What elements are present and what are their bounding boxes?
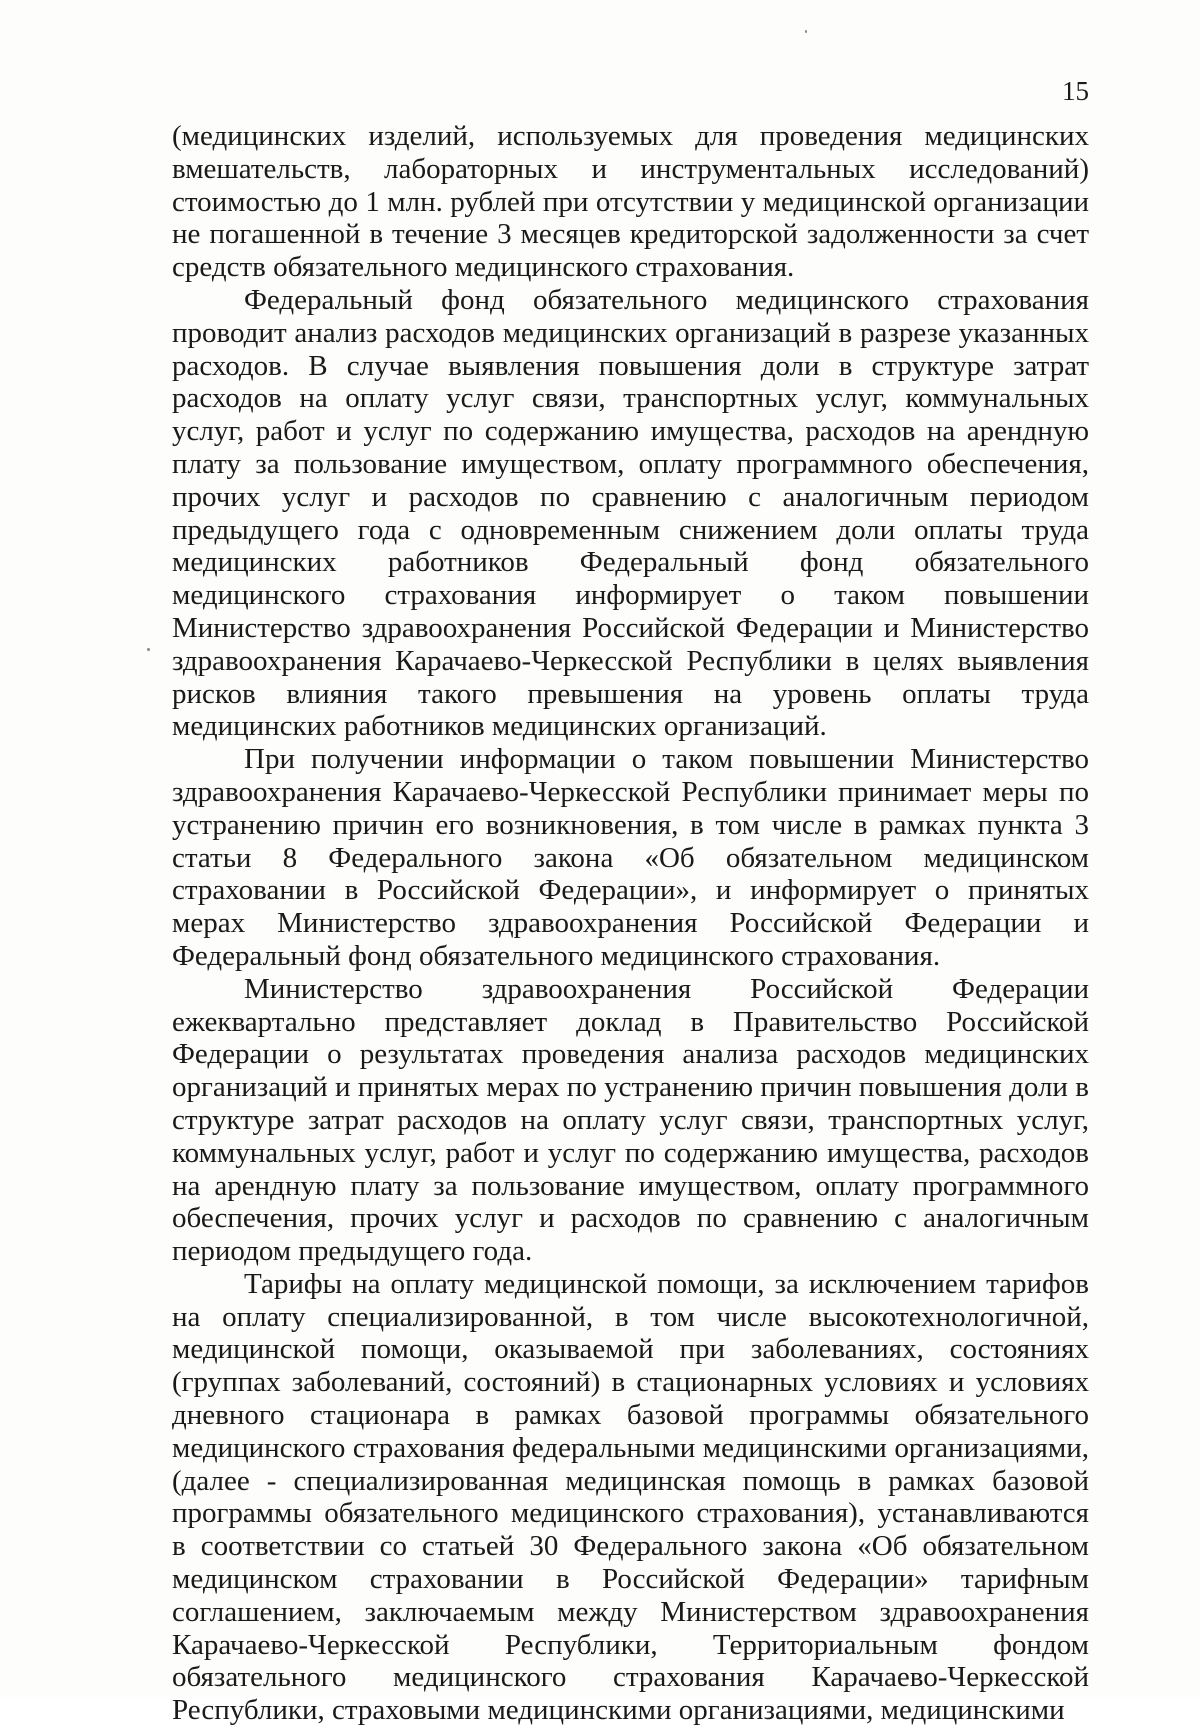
paragraph: Тарифы на оплату медицинской помощи, за исключением тарифов на оплату специализированной, в том числе высокотехнологичной, медицинской помощи, оказываемой при заболеваниях, состояниях (группах заболеваний, состояний) в стационарных условиях и условиях дневного стационара в рамках базовой программы обязательного медицинского страхования федеральными медицинскими организациями, (далее - специализированная медицинская помощь в рамках базовой программы обязательного медицинского страхования), устанавливаются в соответствии со статьей 30 Федерального закона «Об обязательном медицинском страховании в Российской Федерации» тарифным соглашением, заключаемым между Министерством здравоохранения Карачаево-Черкесской Республики, Территориальным фондом обязательного медицинского страхования Карачаево-Черкесской Республики, страховыми медицинскими организациями, медицинскими xyxy=(172,1267,1089,1727)
scan-speck xyxy=(147,648,150,651)
document-body xyxy=(172,120,1089,1727)
scan-speck xyxy=(805,30,807,33)
paragraph: Министерство здравоохранения Российской Федерации ежеквартально представляет доклад в Правительство Российской Федерации о результатах проведения анализа расходов медицинских организаций и принятых мерах по устранению причин повышения доли в структуре затрат расходов на оплату услуг связи, транспортных услуг, коммунальных услуг, работ и услуг по содержанию имущества, расходов на арендную плату за пользование имуществом, оплату программного обеспечения, прочих услуг и расходов по сравнению с аналогичным периодом предыдущего года. xyxy=(172,972,1089,1268)
paragraph: Федеральный фонд обязательного медицинского страхования проводит анализ расходов медицинских организаций в разрезе указанных расходов. В случае выявления повышения доли в структуре затрат расходов на оплату услуг связи, транспортных услуг, коммунальных услуг, работ и услуг по содержанию имущества, расходов на арендную плату за пользование имуществом, оплату программного обеспечения, прочих услуг и расходов по сравнению с аналогичным периодом предыдущего года с одновременным снижением доли оплаты труда медицинских работников Федеральный фонд обязательного медицинского страхования информирует о таком повышении Министерство здравоохранения Российской Федерации и Министерство здравоохранения Карачаево-Черкесской Республики в целях выявления рисков влияния такого превышения на уровень оплаты труда медицинских работников медицинских организаций. xyxy=(172,283,1089,743)
paragraph: При получении информации о таком повышении Министерство здравоохранения Карачаево-Черкесской Республики принимает меры по устранению причин его возникновения, в том числе в рамках пункта 3 статьи 8 Федерального закона «Об обязательном медицинском страховании в Российской Федерации», и информирует о принятых мерах Министерство здравоохранения Российской Федерации и Федеральный фонд обязательного медицинского страхования. xyxy=(172,743,1089,972)
page-number: 15 xyxy=(1062,76,1089,106)
paragraph-continuation: (медицинских изделий, используемых для проведения медицинских вмешательств, лабораторных и инструментальных исследований) стоимостью до 1 млн. рублей при отсутствии у медицинской организации не погашенной в течение 3 месяцев кредиторской задолженности за счет средств обязательного медицинского страхования. xyxy=(172,120,1089,284)
